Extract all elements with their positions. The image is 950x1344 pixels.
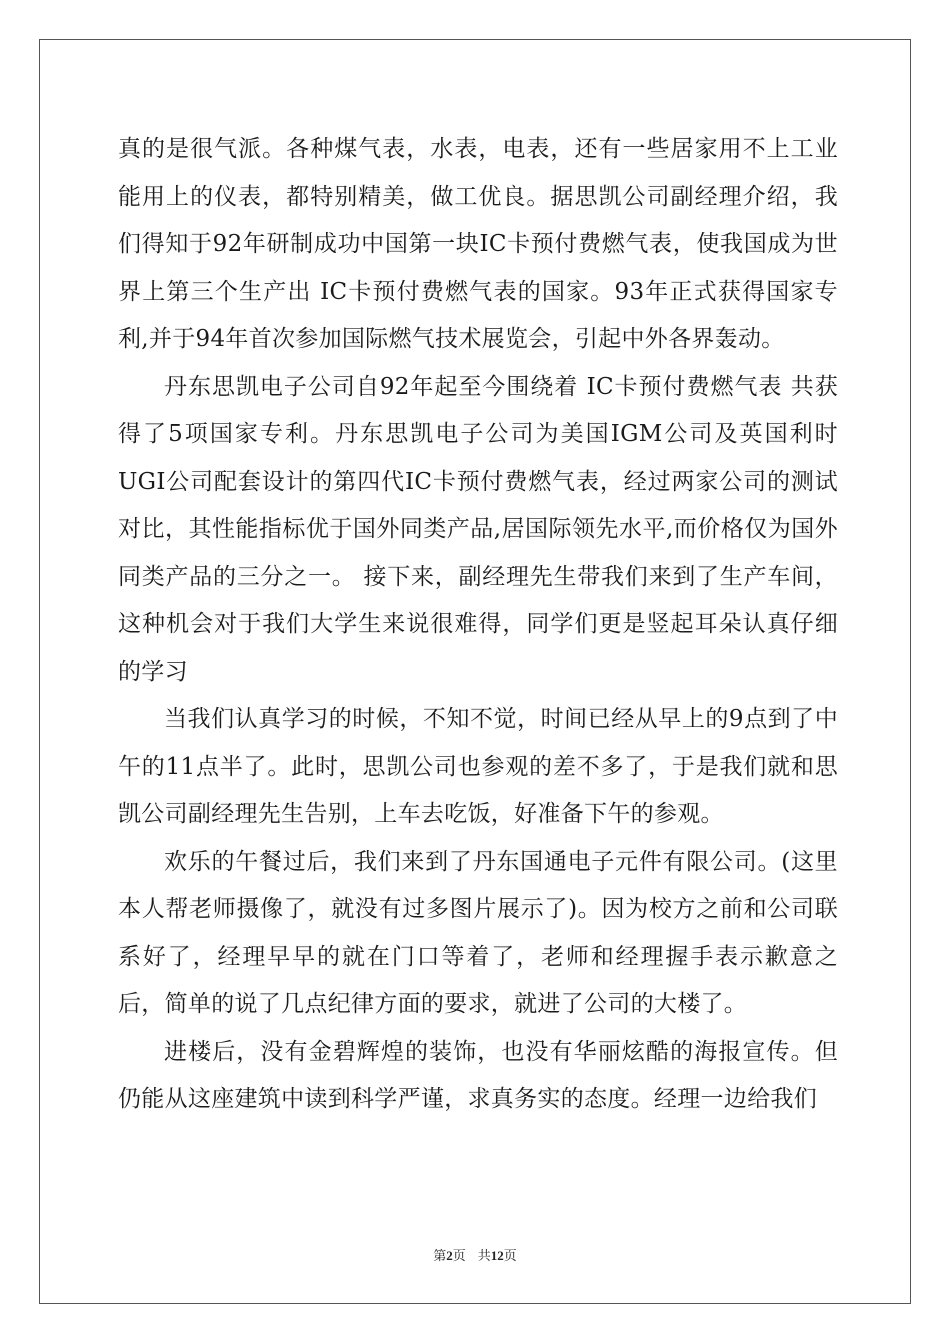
total-pages: 12 [490,1248,504,1263]
page-footer [0,1246,950,1267]
page-prefix: 第 [433,1249,447,1264]
paragraph: 欢乐的午餐过后，我们来到了丹东国通电子元件有限公司。(这里本人帮老师摄像了，就没有过多图片展示了)。因为校方之前和公司联系好了，经理早早的就在门口等着了，老师和经理握手表示歉意之后，简单的说了几点纪律方面的要求，就进了公司的大楼了。 [118,848,838,1017]
total-suffix: 页 [503,1249,517,1264]
paragraph: 真的是很气派。各种煤气表，水表，电表，还有一些居家用不上工业能用上的仪表，都特别精美，做工优良。据思凯公司副经理介绍，我们得知于92年研制成功中国第一块IC卡预付费燃气表，使我国成为世界上第三个生产出 IC卡预付费燃气表的国家。93年正式获得国家专利,并于94年首次参加国际燃气技术展览会，引起中外各界轰动。 [118,136,838,352]
document-body [118,126,838,1124]
paragraph: 丹东思凯电子公司自92年起至今围绕着 IC卡预付费燃气表 共获得了5项国家专利。丹东思凯电子公司为美国IGM公司及英国利时UGI公司配套设计的第四代IC卡预付费燃气表，经过两家公司的测试对比，其性能指标优于国外同类产品,居国际领先水平,而价格仅为国外同类产品的三分之一。 接下来，副经理先生带我们来到了生产车间，这种机会对于我们大学生来说很难得，同学们更是竖起耳朵认真仔细的学习 [118,373,838,685]
page-suffix: 页 [452,1249,466,1264]
paragraph: 进楼后，没有金碧辉煌的装饰，也没有华丽炫酷的海报宣传。但仍能从这座建筑中读到科学严谨，求真务实的态度。经理一边给我们 [118,1038,838,1112]
page-number: 2 [446,1248,453,1263]
total-prefix: 共 [477,1249,491,1264]
paragraph: 当我们认真学习的时候，不知不觉，时间已经从早上的9点到了中午的11点半了。此时，思凯公司也参观的差不多了，于是我们就和思凯公司副经理先生告别，上车去吃饭，好准备下午的参观。 [118,706,838,827]
